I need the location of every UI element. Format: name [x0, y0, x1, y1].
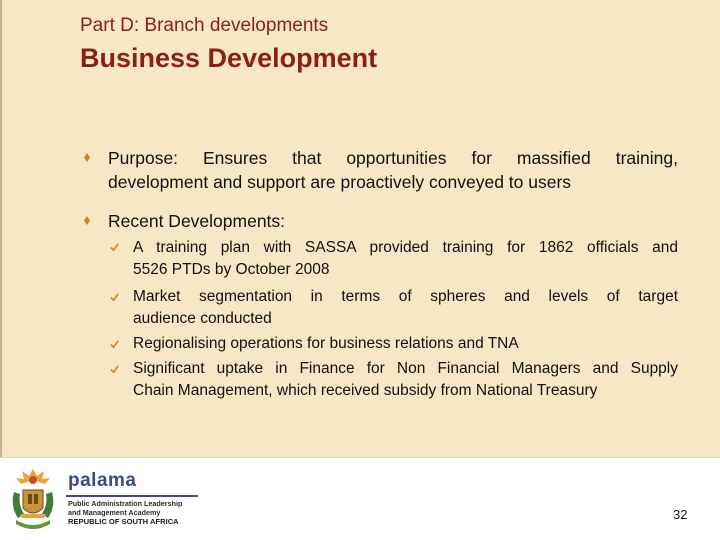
recent-developments-heading: Recent Developments:	[108, 211, 286, 231]
country-name: REPUBLIC OF SOUTH AFRICA	[68, 517, 179, 526]
palama-logo-rule	[66, 495, 198, 497]
slide-left-border	[0, 0, 2, 457]
page-number: 32	[673, 507, 688, 522]
coat-of-arms-icon	[6, 466, 60, 534]
checkmark-bullet-icon	[110, 340, 119, 349]
sub-item-2-line-1: Market segmentation in terms of spheres and levels of target	[133, 288, 678, 305]
checkmark-bullet-icon	[110, 293, 119, 302]
sub-item-3-line-1: Regionalising operations for business relations and TNA	[133, 335, 519, 352]
checkmark-bullet-icon	[110, 365, 119, 374]
section-kicker: Part D: Branch developments	[80, 15, 329, 36]
sub-item-4-line-2: Chain Management, which received subsidy from National Treasury	[133, 382, 598, 399]
org-name-line-1: Public Administration Leadership	[68, 499, 183, 508]
palama-logo-text: palama	[68, 470, 137, 491]
checkmark-bullet-icon	[110, 243, 119, 252]
sub-item-1-line-1: A training plan with SASSA provided training for 1862 officials and	[133, 239, 678, 256]
sub-item-4-line-1: Significant uptake in Finance for Non Financial Managers and Supply	[133, 360, 678, 377]
sub-item-1-line-2: 5526 PTDs by October 2008	[133, 261, 330, 278]
org-name-line-2: and Management Academy	[68, 508, 161, 517]
sub-item-2-line-2: audience conducted	[133, 310, 272, 327]
purpose-line-1: Purpose: Ensures that opportunities for massified training,	[108, 148, 678, 168]
page-title: Business Development	[80, 43, 378, 73]
footer-divider	[0, 457, 720, 458]
purpose-line-2: development and support are proactively conveyed to users	[108, 172, 572, 192]
